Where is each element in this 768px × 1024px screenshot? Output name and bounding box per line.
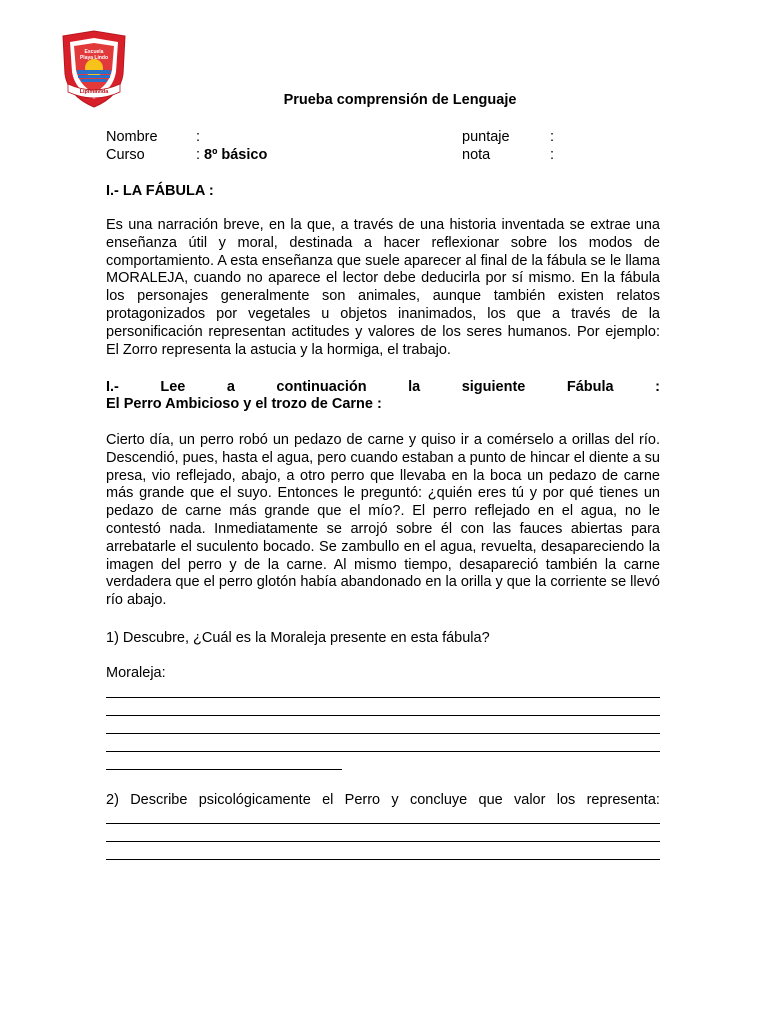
curso-colon: : (196, 147, 201, 163)
question-2-word: representa: (586, 792, 660, 808)
instruction-word: continuación (276, 379, 367, 395)
question-2-word: 2) (106, 792, 119, 808)
question-2-word: y (391, 792, 399, 808)
svg-text:Lipimávida: Lipimávida (79, 89, 109, 95)
answer-line[interactable] (106, 823, 660, 824)
moraleja-label: Moraleja: (106, 665, 166, 681)
answer-line[interactable] (106, 769, 342, 770)
puntaje-colon: : (550, 129, 555, 145)
answer-line[interactable] (106, 751, 660, 752)
answer-line[interactable] (106, 859, 660, 860)
nota-colon: : (550, 147, 555, 163)
instruction-word: a (226, 379, 235, 395)
question-2-word: Describe (130, 792, 188, 808)
instruction-word: siguiente (461, 379, 526, 395)
question-1: 1) Descubre, ¿Cuál es la Moraleja presente en esta fábula? (106, 630, 490, 646)
svg-text:Escuela: Escuela (84, 49, 104, 55)
question-2-word: los (556, 792, 576, 808)
question-2-word: que (478, 792, 503, 808)
fabula-definition-paragraph: Es una narración breve, en la que, a través de una historia inventada se extrae una enseñanza útil y moral, destinada a hacer reflexionar sobre los modos de comportamiento. A esta enseñanza que suele aparecer al final de la fábula se le llama MORALEJA, cuando no aparece el lector debe deducirla por sí mismo. En la fábula los personajes generalmente son animales, aunque también existen relatos protagonizados por vegetales u objetos inanimados, los que a través de la personificación representan actitudes y valores de los seres humanos. Por ejemplo: El Zorro representa la astucia y la hormiga, el trabajo. (106, 217, 660, 358)
nombre-label: Nombre (106, 129, 158, 145)
instruction-word: Lee (160, 379, 186, 395)
nombre-colon: : (196, 129, 201, 145)
page-title: Prueba comprensión de Lenguaje (283, 92, 517, 108)
question-2 (106, 791, 660, 809)
fable-text: Cierto día, un perro robó un pedazo de carne y quiso ir a comérselo a orillas del río. Descendió, pues, hasta el agua, pero cuando estaban a punto de hincar el diente a su presa, vio reflejado, abajo, a otro perro que llevaba en la boca un pedazo de carne más grande que el suyo. Entonces le preguntó: ¿quién eres tú y por qué tienes un pedazo de carne más grande que el mío?. El perro reflejado en el agua, no le contestó nada. Inmediatamente se arrojó sobre él con las fauces abiertas para arrebatarle el suculento bocado. Se zambullo en el agua, revuelta, desapareciendo la imagen del perro y de la carne. Al mismo tiempo, desapareció también la carne verdadera que el perro glotón había abandonado en la orilla y que la corriente se llevó río abajo. (106, 432, 660, 609)
answer-line[interactable] (106, 841, 660, 842)
question-2-word: concluye (409, 792, 468, 808)
svg-text:Playa Lindo: Playa Lindo (79, 55, 109, 61)
instruction-word: I.- (106, 379, 119, 395)
answer-line[interactable] (106, 697, 660, 698)
answer-line[interactable] (106, 715, 660, 716)
curso-label: Curso (106, 147, 145, 163)
question-2-word: psicológicamente (198, 792, 311, 808)
instruction-word: Fábula (566, 379, 614, 395)
question-2-word: valor (514, 792, 546, 808)
puntaje-label: puntaje (462, 129, 510, 145)
question-2-word: el (322, 792, 334, 808)
instruction-word: la (408, 379, 421, 395)
curso-value: 8º básico (204, 147, 268, 163)
instruction-word: : (655, 379, 660, 395)
answer-line[interactable] (106, 733, 660, 734)
fable-title: El Perro Ambicioso y el trozo de Carne : (106, 396, 382, 412)
reading-instruction (106, 378, 660, 396)
section-heading-fabula: I.- LA FÁBULA : (106, 183, 214, 199)
question-2-word: Perro (344, 792, 381, 808)
nota-label: nota (462, 147, 491, 163)
